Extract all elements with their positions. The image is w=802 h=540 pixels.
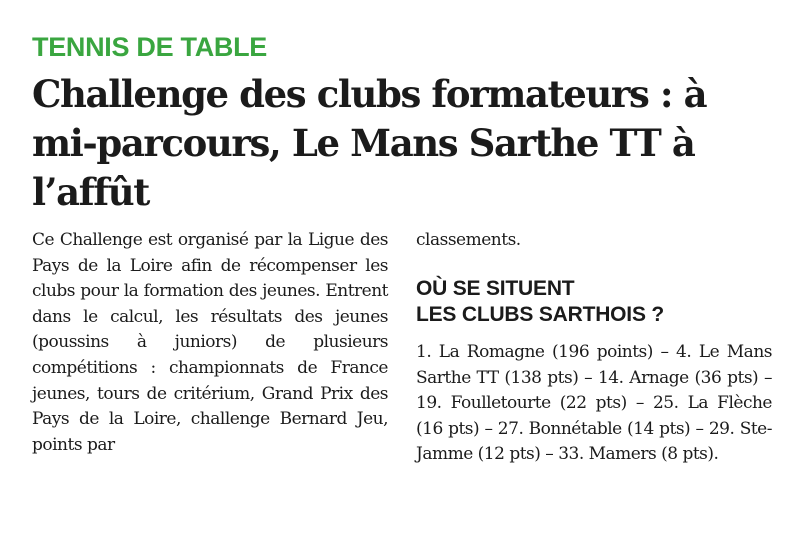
article-body-left-column: Ce Challenge est organisé par la Ligue des Pays de la Loire afin de récompenser les clubs pour la formation des jeunes. Entrent dans le calcul, les résultats des jeunes (poussins à juniors) de plusieurs compétitions : championnats de France jeunes, tours de critérium, Grand Prix des Pays de la Loire, challenge Bernard Jeu, points par [32,230,388,455]
subheading-line-2: LES CLUBS SARTHOIS ? [416,303,665,326]
article-body-continuation: classements. [416,230,521,250]
article-headline: Challenge des clubs formateurs : à mi-parcours, Le Mans Sarthe TT à l’affût [32,72,707,214]
club-rankings-text: 1. La Romagne (196 points) – 4. Le Mans Sarthe TT (138 pts) – 14. Arnage (36 pts) – 19. Foulletourte (22 pts) – 25. La Flèche (16 pts) – 27. Bonnétable (14 pts) – 29. Ste-Jamme (12 pts) – 33. Mamers (8 pts). [416,342,772,465]
subheading-line-1: OÙ SE SITUENT [416,277,575,300]
section-kicker: TENNIS DE TABLE [32,32,268,62]
subheading [416,276,772,328]
